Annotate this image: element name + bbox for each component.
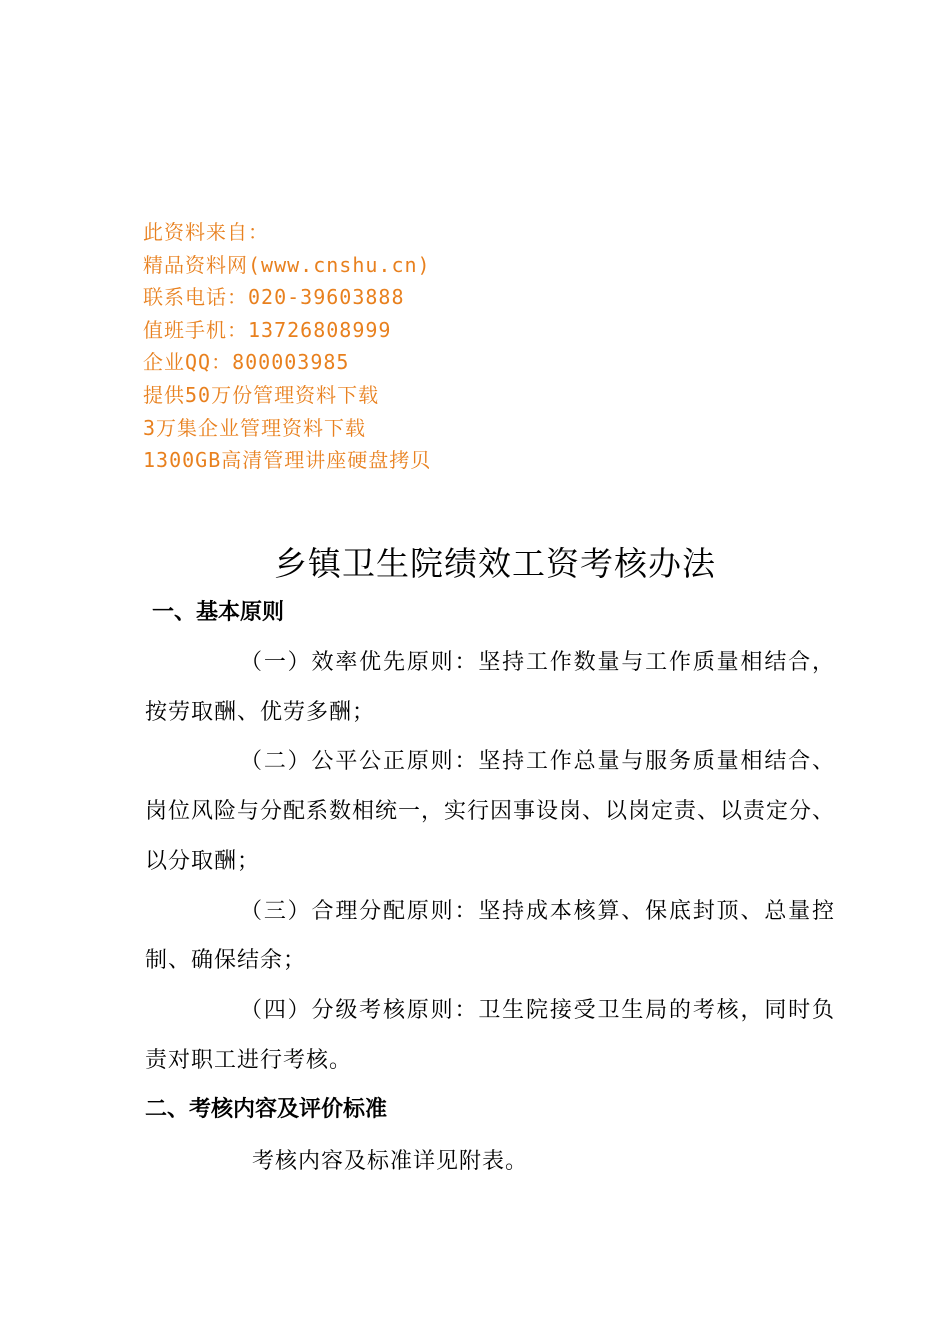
principle-paragraph: （一）效率优先原则：坚持工作数量与工作质量相结合，按劳取酬、优劳多酬； (145, 650, 835, 725)
principles-body (145, 638, 835, 1085)
ad-line-website: 精品资料网(www.cnshu.cn) (143, 252, 431, 277)
section-heading-assessment: 二、考核内容及评价标准 (145, 1097, 388, 1122)
ad-line-qq: 企业QQ：800003985 (143, 350, 350, 375)
section-heading-principles: 一、基本原则 (152, 600, 285, 625)
principle-paragraph: （二）公平公正原则：坚持工作总量与服务质量相结合、岗位风险与分配系数相统一，实行因事设岗、以岗定责、以责定分、以分取酬； (145, 749, 836, 874)
assessment-detail-text: 考核内容及标准详见附表。 (252, 1149, 529, 1174)
ad-line-offer-3: 1300GB高清管理讲座硬盘拷贝 (143, 448, 432, 473)
ad-line-offer-2: 3万集企业管理资料下载 (143, 415, 367, 440)
ad-line-source: 此资料来自： (143, 220, 269, 244)
ad-line-mobile: 值班手机：13726808999 (143, 317, 392, 342)
ad-line-offer-1: 提供50万份管理资料下载 (143, 382, 380, 407)
source-advertisement (143, 216, 563, 477)
ad-line-phone: 联系电话：020-39603888 (143, 285, 405, 310)
principle-paragraph: （四）分级考核原则：卫生院接受卫生局的考核，同时负责对职工进行考核。 (145, 997, 835, 1073)
principle-paragraph: （三）合理分配原则：坚持成本核算、保底封顶、总量控制、确保结余； (145, 898, 835, 974)
document-title: 乡镇卫生院绩效工资考核办法 (274, 544, 716, 583)
